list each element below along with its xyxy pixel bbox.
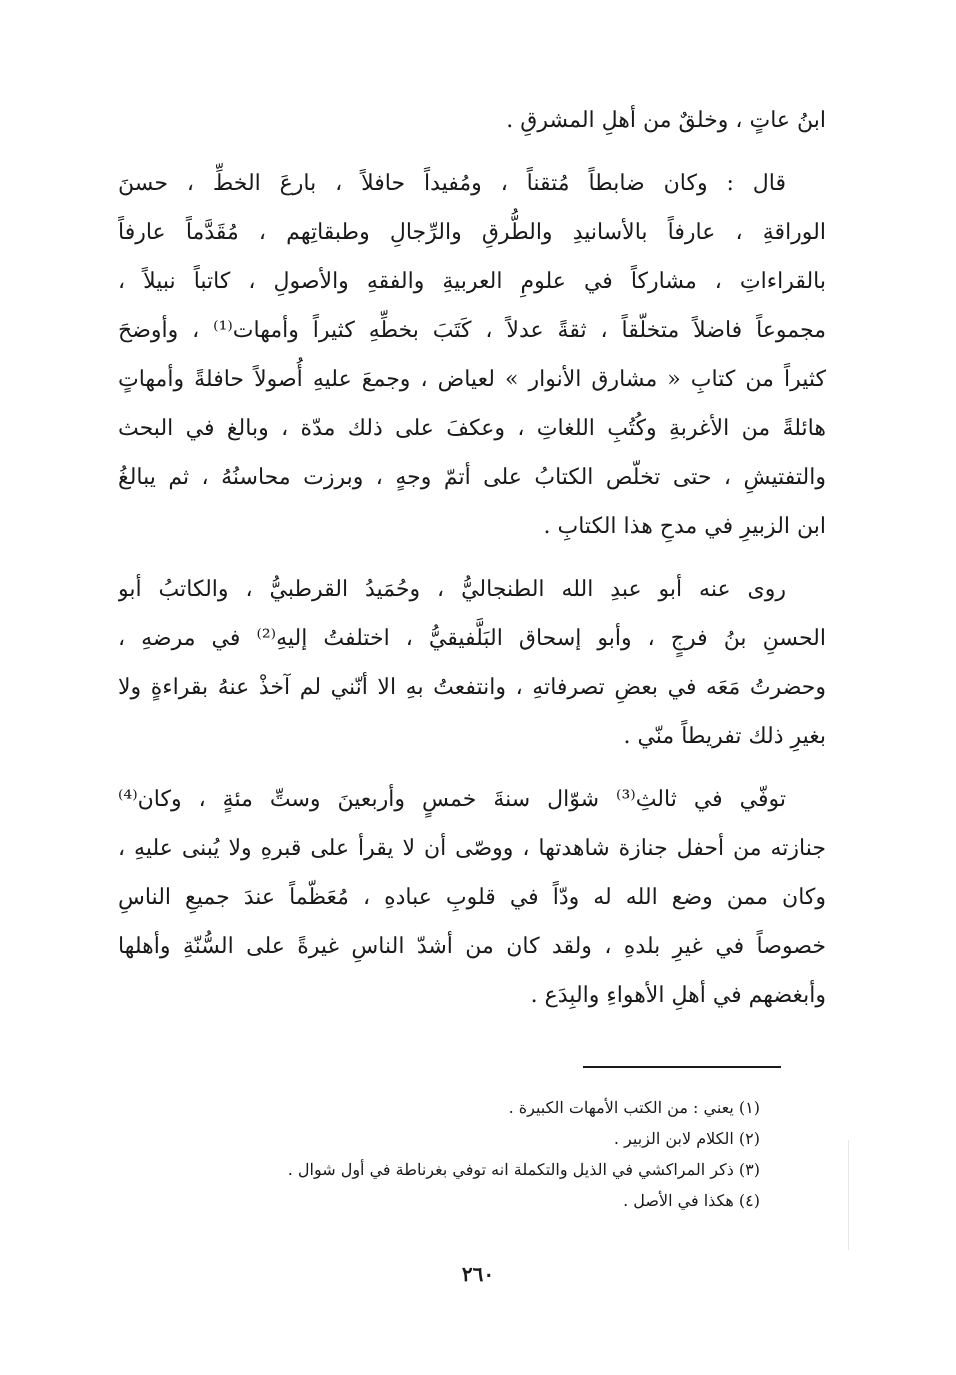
text-line: الوراقةِ ، عارفاً بالأسانيدِ والطُّرقِ والرِّجالِ وطبقاتِهم ، مُقَدَّماً عارفاً [118, 220, 826, 245]
text-line: توفّي في ثالثِ⁽³⁾ شوّال سنةَ خمسٍ وأربعينَ وستِّ مئةٍ ، وكان⁽⁴⁾ [118, 787, 786, 812]
text-line: كثيراً من كتابِ « مشارق الأنوار » لعياض ، وجمعَ عليهِ أُصولاً حافلةً وأمهاتٍ [118, 367, 826, 392]
text-line: خصوصاً في غيرِ بلدهِ ، ولقد كان من أشدّ الناسِ غيرةً على السُّنّةِ وأهلها [118, 934, 826, 959]
footnote-divider [583, 1066, 781, 1068]
text-line: وأبغضهم في أهلِ الأهواءِ والبِدَع . [530, 983, 826, 1008]
footnote: (٣) ذكر المراكشي في الذيل والتكملة انه توفي بغرناطة في أول شوال . [287, 1160, 760, 1179]
footnote: (١) يعني : من الكتب الأمهات الكبيرة . [508, 1098, 760, 1117]
footnote: (٢) الكلام لابن الزبير . [613, 1129, 760, 1148]
text-line: قال : وكان ضابطاً مُتقناً ، ومُفيداً حافلاً ، بارعَ الخطِّ ، حسنَ [118, 171, 786, 196]
text-line: جنازته من أحفل جنازة شاهدتها ، ووصّى أن لا يقرأ على قبرهِ ولا يُبنى عليهِ ، [118, 836, 826, 861]
paragraph [118, 775, 826, 1020]
page-number: ٢٦٠ [461, 1262, 495, 1286]
footnotes [200, 1092, 760, 1216]
paragraph [118, 159, 826, 551]
text-line: وكان ممن وضع الله له ودّاً في قلوبِ عبادهِ ، مُعَظّماً عندَ جميعِ الناسِ [118, 885, 826, 910]
text-line: هائلةً من الأغربةِ وكُتُبِ اللغاتِ ، وعكفَ على ذلك مدّة ، وبالغ في البحث [118, 416, 826, 441]
main-text [118, 96, 826, 1020]
text-line: ابنُ عاتٍ ، وخلقٌ من أهلِ المشرقِ . [506, 108, 826, 133]
text-line: الحسنِ بنُ فرجٍ ، وأبو إسحاق البَلَّفيقيُّ ، اختلفتُ إليهِ⁽²⁾ في مرضهِ ، [118, 626, 826, 651]
scan-artifact [848, 1140, 849, 1250]
text-line: والتفتيشِ ، حتى تخلّص الكتابُ على أتمّ وجهٍ ، وبرزت محاسنُهُ ، ثم يبالغُ [118, 465, 826, 490]
text-line: مجموعاً فاضلاً متخلّقاً ، ثقةً عدلاً ، كَتَبَ بخطِّهِ كثيراً وأمهات⁽¹⁾ ، وأوضحَ [118, 318, 826, 343]
paragraph [118, 565, 826, 761]
text-line: بغيرِ ذلك تفريطاً منّي . [623, 724, 826, 749]
text-line: روى عنه أبو عبدِ الله الطنجاليُّ ، وحُمَيدُ القرطبيُّ ، والكاتبُ أبو [118, 577, 786, 602]
text-line: ابن الزبيرِ في مدحِ هذا الكتابِ . [543, 514, 826, 539]
footnote: (٤) هكذا في الأصل . [623, 1191, 760, 1210]
text-line: بالقراءاتِ ، مشاركاً في علومِ العربيةِ والفقهِ والأصولِ ، كاتباً نبيلاً ، [118, 269, 826, 294]
paragraph [118, 96, 826, 145]
text-line: وحضرتُ مَعَه في بعضِ تصرفاتهِ ، وانتفعتُ بهِ الا أنّني لم آخذْ عنهُ بقراءةٍ ولا [118, 675, 826, 700]
